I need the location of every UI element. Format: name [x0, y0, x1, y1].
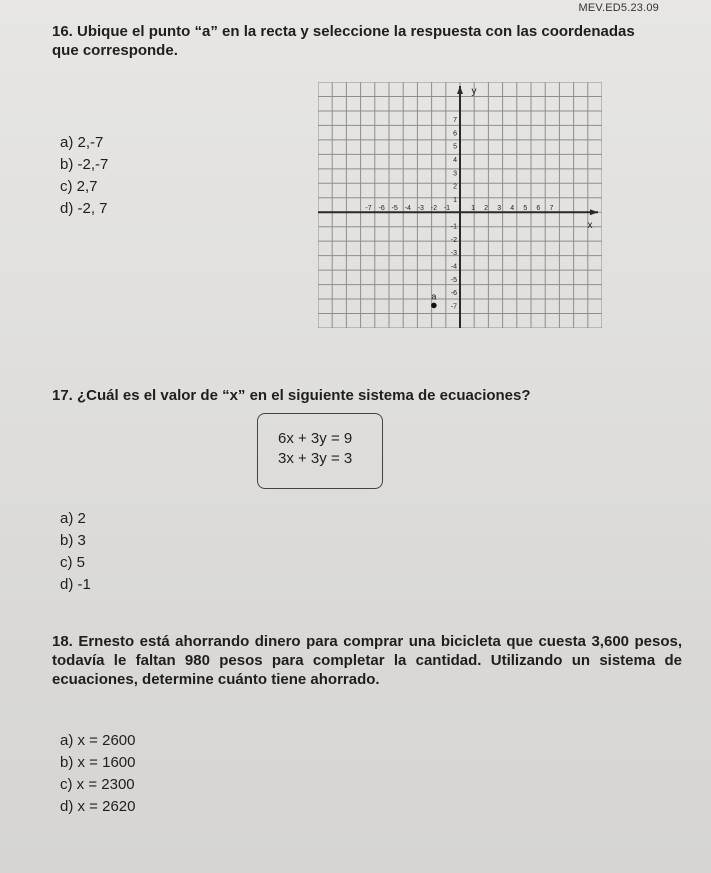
- y-tick-label: 7: [453, 117, 457, 125]
- y-tick-label: -2: [450, 236, 457, 244]
- x-tick-label: 2: [484, 205, 489, 213]
- q18-option-d[interactable]: d) x = 2620: [60, 798, 136, 815]
- x-axis-label: x: [587, 220, 593, 232]
- y-tick-label: 1: [453, 196, 457, 204]
- q18-option-c[interactable]: c) x = 2300: [60, 776, 135, 793]
- y-tick-label: -4: [450, 263, 457, 271]
- x-tick-label: -2: [430, 205, 437, 213]
- x-tick-label: 6: [536, 205, 541, 213]
- x-tick-label: -5: [391, 205, 398, 213]
- x-tick-label: 3: [497, 205, 502, 213]
- q17-option-d[interactable]: d) -1: [60, 576, 91, 593]
- y-axis-label: y: [471, 86, 477, 97]
- q17-option-b[interactable]: b) 3: [60, 532, 86, 549]
- y-tick-label: -7: [450, 303, 457, 311]
- equation-1: 6x + 3y = 9: [278, 430, 353, 447]
- x-tick-label: 1: [471, 205, 476, 213]
- x-axis-arrow: [590, 209, 598, 215]
- y-tick-label: -3: [450, 250, 457, 258]
- cartesian-grid: [318, 82, 602, 328]
- equation-system-box: [257, 413, 383, 489]
- q17-option-a[interactable]: a) 2: [60, 510, 86, 527]
- y-tick-label: -1: [450, 223, 457, 231]
- y-tick-label: -6: [450, 290, 457, 298]
- x-tick-label: -6: [378, 205, 385, 213]
- y-tick-label: 4: [453, 156, 457, 164]
- y-tick-label: -5: [450, 276, 457, 284]
- q17-option-c[interactable]: c) 5: [60, 554, 86, 571]
- y-tick-label: 5: [453, 143, 457, 151]
- x-tick-label: -4: [404, 205, 411, 213]
- x-tick-label: 5: [523, 205, 528, 213]
- q18-option-b[interactable]: b) x = 1600: [60, 754, 136, 771]
- x-tick-label: -3: [417, 205, 424, 213]
- q16-option-b[interactable]: b) -2,-7: [60, 156, 109, 173]
- axes: [318, 86, 598, 328]
- x-tick-label: -1: [443, 205, 451, 213]
- question-18-text: 18. Ernesto está ahorrando dinero para comprar una bicicleta que cuesta 3,600 pesos, todavía le faltan 980 pesos para completar la cantidad. Utilizando un sistema de ecuaciones, determine cuánto tiene ahorrado.: [52, 633, 682, 688]
- x-tick-label: 7: [549, 205, 554, 213]
- equation-2: 3x + 3y = 3: [278, 450, 353, 467]
- point-a-label: a: [431, 291, 437, 302]
- point-layer: [431, 291, 437, 308]
- y-tick-label: 3: [453, 170, 457, 178]
- y-tick-label: 6: [453, 130, 457, 138]
- question-18-options: [60, 730, 135, 818]
- point-a: [431, 303, 437, 309]
- x-tick-label: -7: [365, 205, 372, 213]
- cartesian-plane-svg: [318, 82, 602, 328]
- document-code: MEV.ED5.23.09: [578, 2, 659, 14]
- q16-option-d[interactable]: d) -2, 7: [60, 200, 108, 217]
- x-tick-label: 4: [510, 205, 515, 213]
- question-17-text: 17. ¿Cuál es el valor de “x” en el siguiente sistema de ecuaciones?: [52, 387, 531, 404]
- q16-option-c[interactable]: c) 2,7: [60, 178, 98, 195]
- y-tick-label: 2: [453, 183, 457, 191]
- question-17-options: [60, 508, 91, 596]
- y-axis-arrow: [457, 86, 463, 94]
- q18-option-a[interactable]: a) x = 2600: [60, 732, 136, 749]
- q16-option-a[interactable]: a) 2,-7: [60, 134, 104, 151]
- question-16-options: [60, 132, 108, 220]
- question-16-text: 16. Ubique el punto “a” en la recta y seleccione la respuesta con las coordenadas que corresponde.: [52, 23, 635, 59]
